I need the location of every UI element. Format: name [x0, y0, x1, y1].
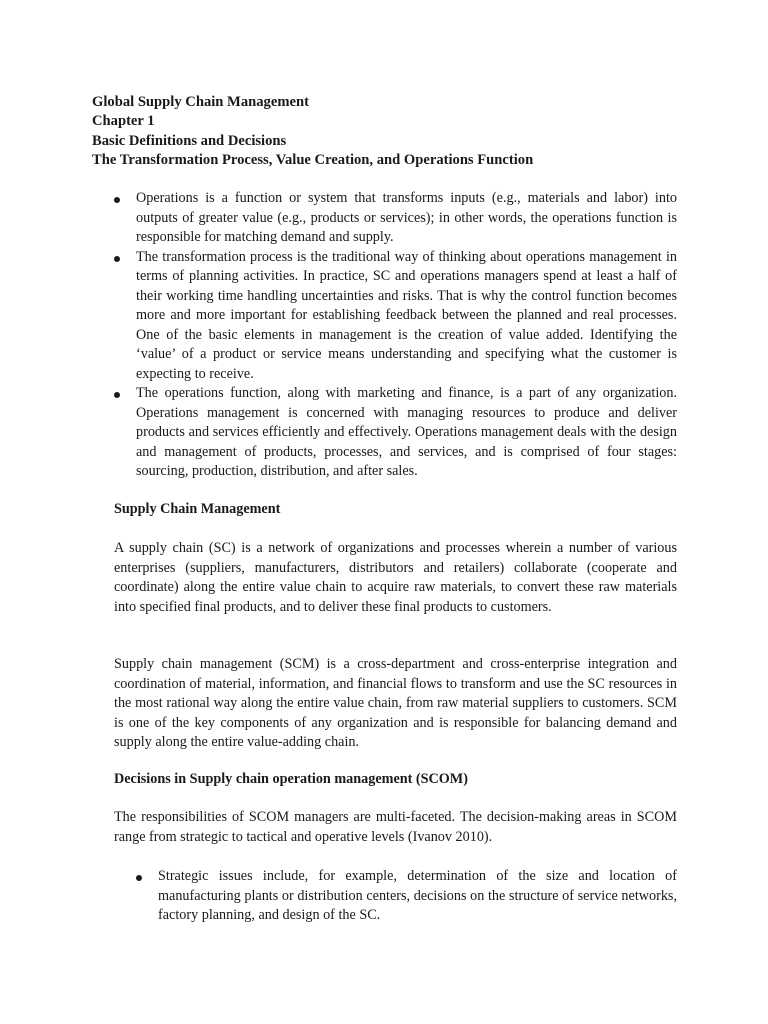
list-item — [136, 248, 677, 385]
bullet-icon — [114, 197, 120, 203]
scom-heading: Decisions in Supply chain operation management (SCOM) — [114, 771, 468, 787]
bullet-icon — [136, 875, 142, 881]
scom-bullet-list — [158, 867, 677, 926]
scm-heading: Supply Chain Management — [114, 501, 281, 517]
book-title: Global Supply Chain Management — [92, 94, 309, 110]
list-item-text: The transformation process is the traditional way of thinking about operations management in terms of planning activities. In practice, SC and operations managers spend at least a half of their working time handling uncertainties and risks. That is why the control function becomes more and more important for establishing feedback between the planned and real processes. One of the basic elements in management is the creation of value added. Identifying the ‘value’ of a product or service means understanding and specifying what the customer is expecting to receive. — [136, 248, 677, 382]
list-item — [158, 867, 677, 926]
document-header — [92, 93, 692, 171]
chapter-number: Chapter 1 — [92, 113, 155, 130]
scm-paragraph-1: A supply chain (SC) is a network of organizations and processes wherein a number of various enterprises (suppliers, manufacturers, distributors and retailers) collaborate (cooperate and coordinate) along the entire value chain to acquire raw materials, to convert these raw materials into specified final products, and to deliver these final products to customers. — [114, 540, 677, 615]
list-item-text: The operations function, along with marketing and finance, is a part of any organization. Operations management is concerned with managing resources to produce and deliver products and services efficiently and effectively. Operations management deals with the design and management of products, processes, and services, and is comprised of four stages: sourcing, production, distribution, and after sales. — [136, 385, 677, 479]
bullet-icon — [114, 392, 120, 398]
bullet-icon — [114, 256, 120, 262]
scom-paragraph-1: The responsibilities of SCOM managers are multi-faceted. The decision-making areas in SCOM range from strategic to tactical and operative levels (Ivanov 2010). — [114, 809, 677, 845]
list-item-text: Strategic issues include, for example, determination of the size and location of manufacturing plants or distribution centers, decisions on the structure of service networks, factory planning, and design of the SC. — [158, 868, 677, 923]
list-item — [136, 189, 677, 248]
chapter-title: Basic Definitions and Decisions — [92, 132, 287, 149]
list-item — [136, 384, 677, 482]
list-item-text: Operations is a function or system that transforms inputs (e.g., materials and labor) into outputs of greater value (e.g., products or services); in other words, the operations function is responsible for matching demand and supply. — [136, 190, 677, 245]
section-title: The Transformation Process, Value Creation, and Operations Function — [92, 152, 534, 169]
intro-bullet-list — [136, 189, 677, 482]
scm-paragraph-2: Supply chain management (SCM) is a cross-department and cross-enterprise integration and coordination of material, information, and financial flows to transform and use the SC resources in the most rational way along the entire value chain, from raw material suppliers to customers. SCM is one of the key components of any organization and is responsible for balancing demand and supply along the entire value-adding chain. — [114, 656, 677, 750]
